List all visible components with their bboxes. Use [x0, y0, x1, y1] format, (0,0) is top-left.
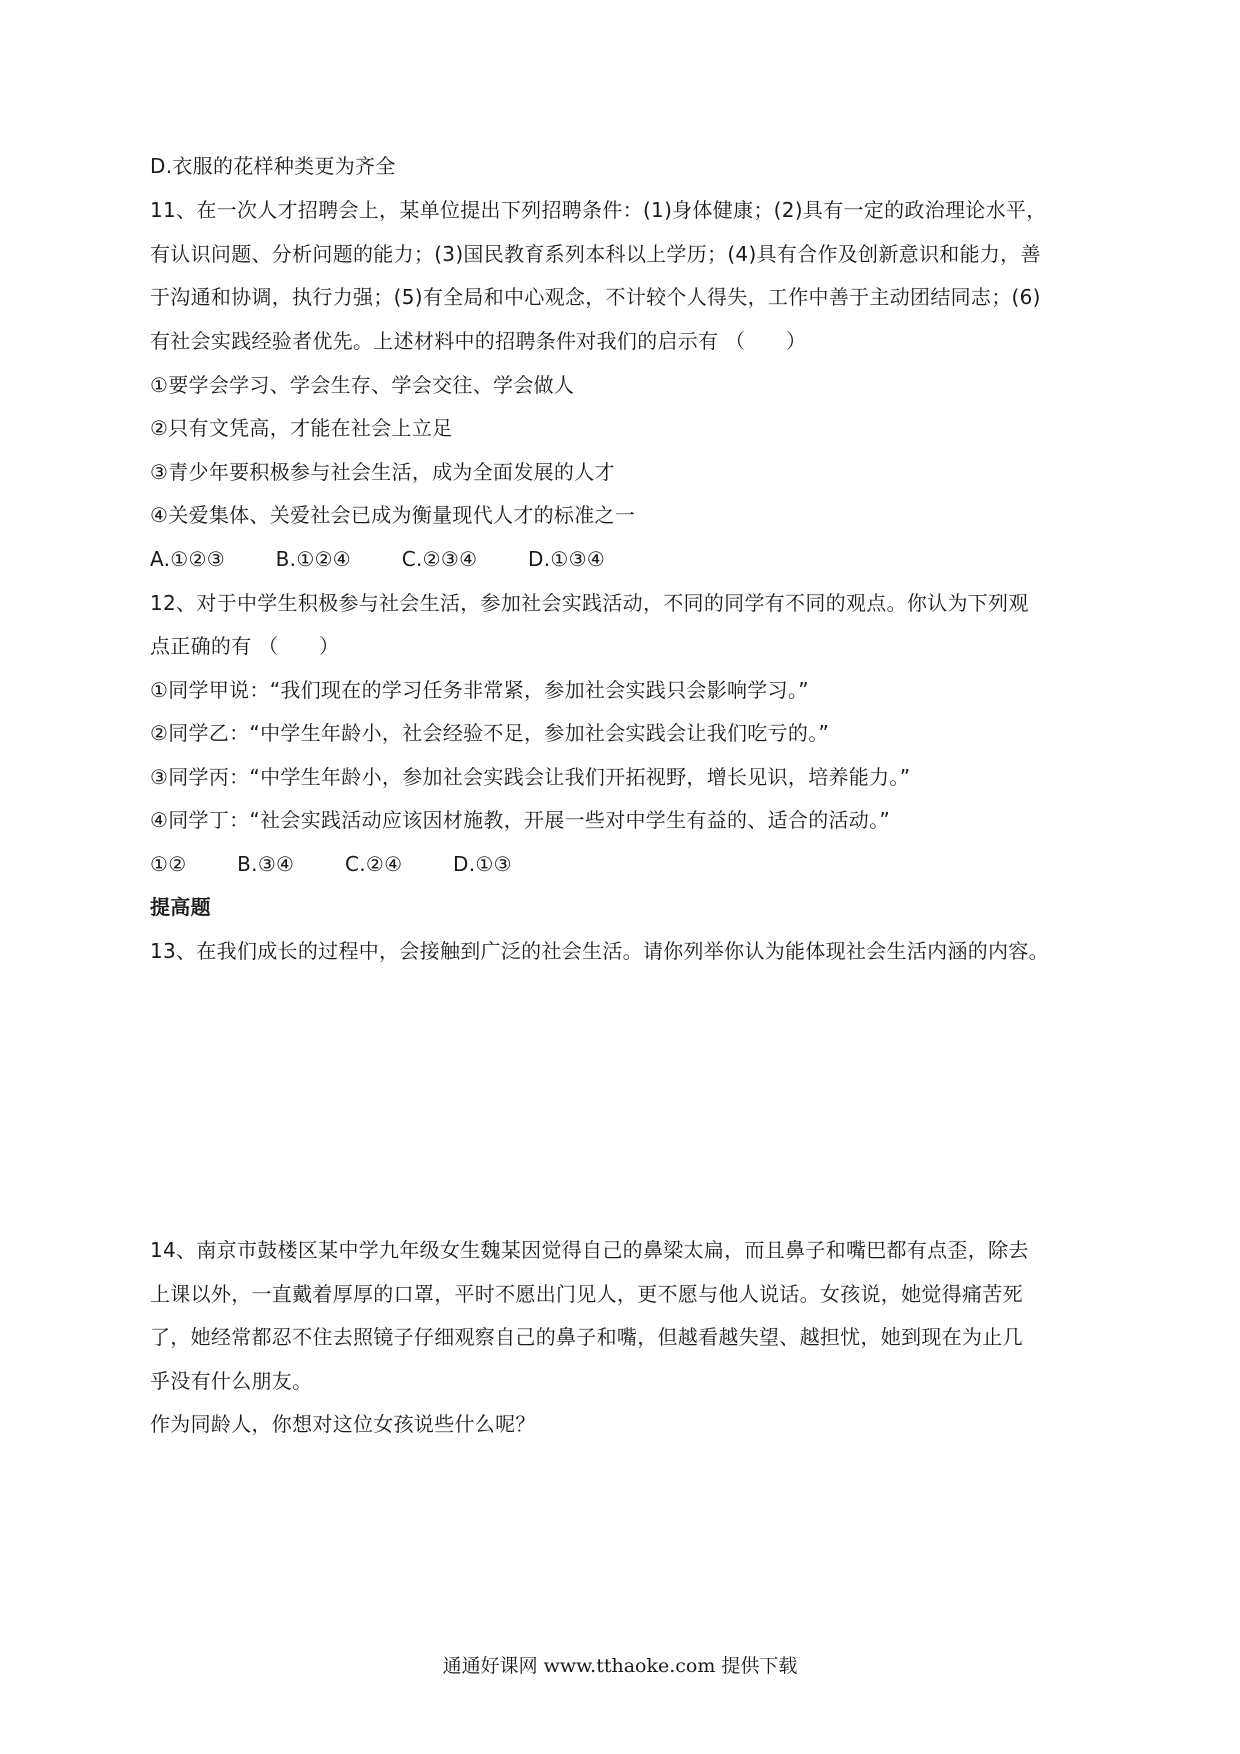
q12-option-b: B.③④ — [237, 852, 295, 876]
q12-option-d: D.①③ — [453, 852, 512, 876]
q12-statement-3: ③同学丙：“中学生年龄小，参加社会实践会让我们开拓视野，增长见识，培养能力。” — [150, 765, 911, 789]
q11-line-2: 有认识问题、分析问题的能力；(3)国民教育系列本科以上学历；(4)具有合作及创新意识和能力，善 — [150, 242, 1041, 266]
q12-line-2: 点正确的有 （ ） — [150, 634, 340, 658]
q11-line-4: 有社会实践经验者优先。上述材料中的招聘条件对我们的启示有 （ ） — [150, 329, 807, 353]
q12-line-1: 12、对于中学生积极参与社会生活，参加社会实践活动，不同的同学有不同的观点。你认为下列观 — [150, 591, 1029, 615]
q11-option-c: C.②③④ — [401, 547, 478, 571]
section-title: 提高题 — [150, 895, 211, 919]
q12-option-a: ①② — [150, 852, 187, 876]
q11-options — [150, 545, 605, 573]
q14-line-3: 了，她经常都忍不住去照镜子仔细观察自己的鼻子和嘴，但越看越失望、越担忧，她到现在为止几 — [150, 1325, 1023, 1349]
q14-line-5: 作为同龄人，你想对这位女孩说些什么呢？ — [150, 1412, 536, 1436]
q14-line-4: 乎没有什么朋友。 — [150, 1369, 313, 1393]
q11-statement-4: ④关爱集体、关爱社会已成为衡量现代人才的标准之一 — [150, 503, 636, 527]
q12-options — [150, 850, 512, 878]
q11-option-a: A.①②③ — [150, 547, 225, 571]
q11-option-d: D.①③④ — [528, 547, 606, 571]
q13-text: 13、在我们成长的过程中，会接触到广泛的社会生活。请你列举你认为能体现社会生活内涵的内容。 — [150, 939, 1049, 963]
q11-line-1: 11、在一次人才招聘会上，某单位提出下列招聘条件：(1)身体健康；(2)具有一定的政治理论水平， — [150, 198, 1047, 222]
q11-line-3: 于沟通和协调，执行力强；(5)有全局和中心观念，不计较个人得失，工作中善于主动团结同志；(6) — [150, 285, 1041, 309]
q12-statement-4: ④同学丁：“社会实践活动应该因材施教，开展一些对中学生有益的、适合的活动。” — [150, 808, 891, 832]
q12-statement-2: ②同学乙：“中学生年龄小，社会经验不足，参加社会实践会让我们吃亏的。” — [150, 721, 830, 745]
q11-statement-2: ②只有文凭高，才能在社会上立足 — [150, 416, 453, 440]
q14-line-2: 上课以外，一直戴着厚厚的口罩，平时不愿出门见人，更不愿与他人说话。女孩说，她觉得痛苦死 — [150, 1282, 1023, 1306]
q12-statement-1: ①同学甲说：“我们现在的学习任务非常紧，参加社会实践只会影响学习。” — [150, 678, 809, 702]
q14-line-1: 14、南京市鼓楼区某中学九年级女生魏某因觉得自己的鼻梁太扁，而且鼻子和嘴巴都有点歪，除去 — [150, 1238, 1029, 1262]
page-footer: 通通好课网 www.tthaoke.com 提供下载 — [442, 1655, 798, 1677]
q12-option-c: C.②④ — [344, 852, 403, 876]
q10-option-d: D.衣服的花样种类更为齐全 — [150, 154, 396, 178]
q11-statement-3: ③青少年要积极参与社会生活，成为全面发展的人才 — [150, 460, 615, 484]
q11-option-b: B.①②④ — [275, 547, 352, 571]
q11-statement-1: ①要学会学习、学会生存、学会交往、学会做人 — [150, 373, 575, 397]
